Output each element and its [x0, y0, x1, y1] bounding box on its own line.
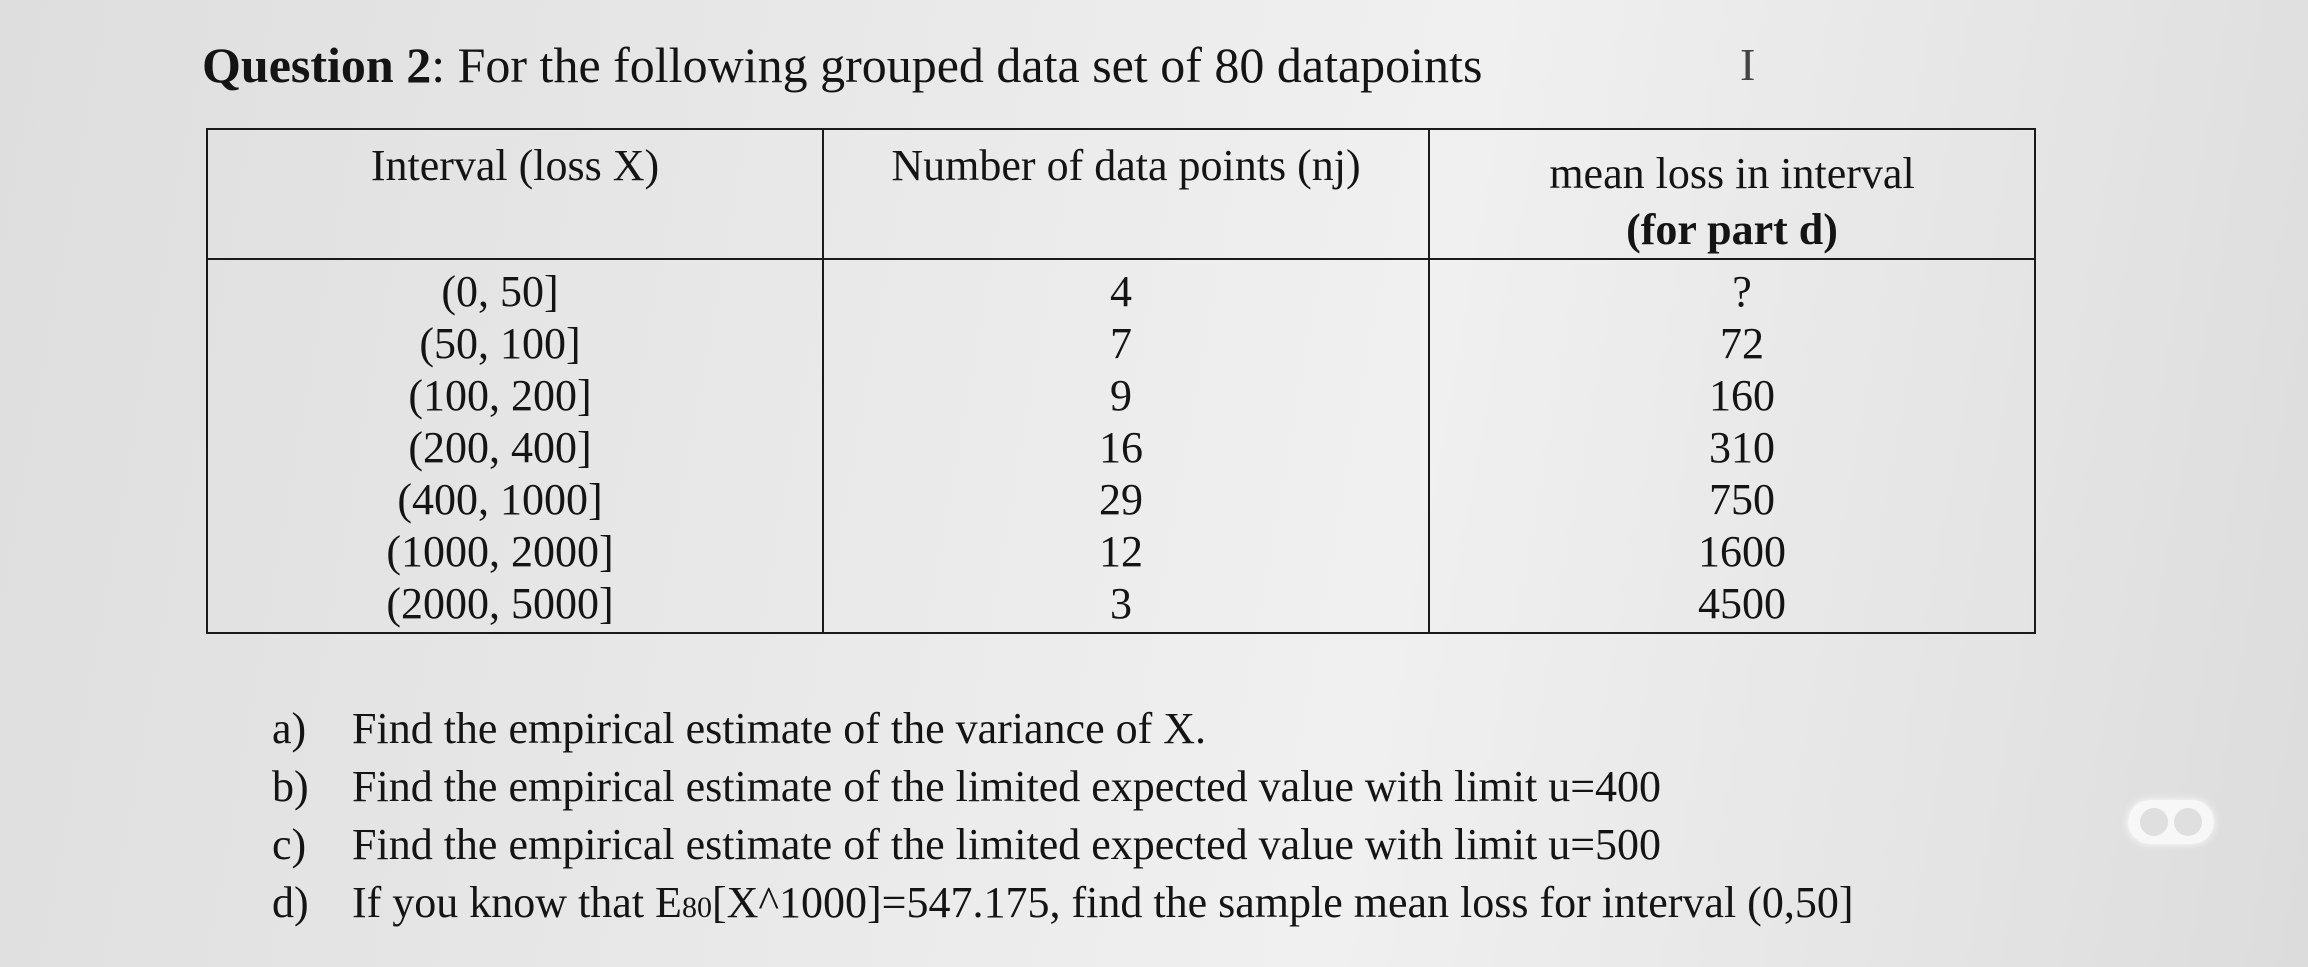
count-cell: 9	[1110, 371, 1132, 420]
part-label: b)	[272, 762, 309, 811]
count-cell: 7	[1110, 319, 1132, 368]
mean-cell: 160	[1709, 371, 1775, 420]
count-cell: 4	[1110, 267, 1132, 316]
grouped-data-table	[206, 128, 2036, 634]
interval-column	[207, 259, 823, 633]
count-cell: 12	[1099, 527, 1143, 576]
interval-cell: (1000, 2000]	[386, 527, 614, 576]
part-d	[272, 874, 1854, 932]
part-c	[272, 816, 1854, 874]
table-header-row	[207, 129, 2035, 259]
mean-cell: 4500	[1698, 579, 1786, 628]
mean-cell: 750	[1709, 475, 1775, 524]
part-a	[272, 700, 1854, 758]
mean-cell: 310	[1709, 423, 1775, 472]
header-interval: Interval (loss X)	[207, 129, 823, 259]
question-parts-list	[272, 700, 1854, 932]
interval-cell: (400, 1000]	[397, 475, 603, 524]
text-cursor-icon: I	[1740, 39, 1756, 90]
header-mean-line1: mean loss in interval	[1549, 149, 1915, 198]
interval-cell: (2000, 5000]	[386, 579, 614, 628]
count-column	[823, 259, 1429, 633]
part-label: d)	[272, 878, 309, 927]
question-number: Question 2	[202, 37, 432, 93]
header-mean-line2: (for part d)	[1626, 205, 1838, 254]
interval-cell: (50, 100]	[419, 319, 581, 368]
count-cell: 16	[1099, 423, 1143, 472]
interval-cell: (200, 400]	[408, 423, 592, 472]
count-cell: 29	[1099, 475, 1143, 524]
mean-cell: 72	[1720, 319, 1764, 368]
part-d-subscript: 80	[681, 891, 712, 924]
mean-cell: ?	[1732, 267, 1752, 316]
part-text: Find the empirical estimate of the limited expected value with limit u=400	[352, 762, 1662, 811]
mean-column	[1429, 259, 2035, 633]
part-d-prefix: If you know that E	[352, 878, 682, 927]
part-b	[272, 758, 1854, 816]
part-d-suffix: [X^1000]=547.175, find the sample mean loss for interval (0,50]	[711, 878, 1854, 927]
question-text: : For the following grouped data set of 80 datapoints	[431, 37, 1483, 93]
header-mean	[1429, 129, 2035, 259]
question-heading	[202, 36, 1482, 94]
count-cell: 3	[1110, 579, 1132, 628]
part-label: a)	[272, 704, 307, 753]
part-label: c)	[272, 820, 307, 869]
header-count: Number of data points (nj)	[823, 129, 1429, 259]
overlay-badge-icon[interactable]	[2128, 800, 2214, 844]
mean-cell: 1600	[1698, 527, 1786, 576]
part-text: Find the empirical estimate of the variance of X.	[352, 704, 1207, 753]
table-body-row	[207, 259, 2035, 633]
interval-cell: (100, 200]	[408, 371, 592, 420]
part-text: Find the empirical estimate of the limited expected value with limit u=500	[352, 820, 1662, 869]
part-text	[352, 874, 1854, 932]
interval-cell: (0, 50]	[441, 267, 559, 316]
